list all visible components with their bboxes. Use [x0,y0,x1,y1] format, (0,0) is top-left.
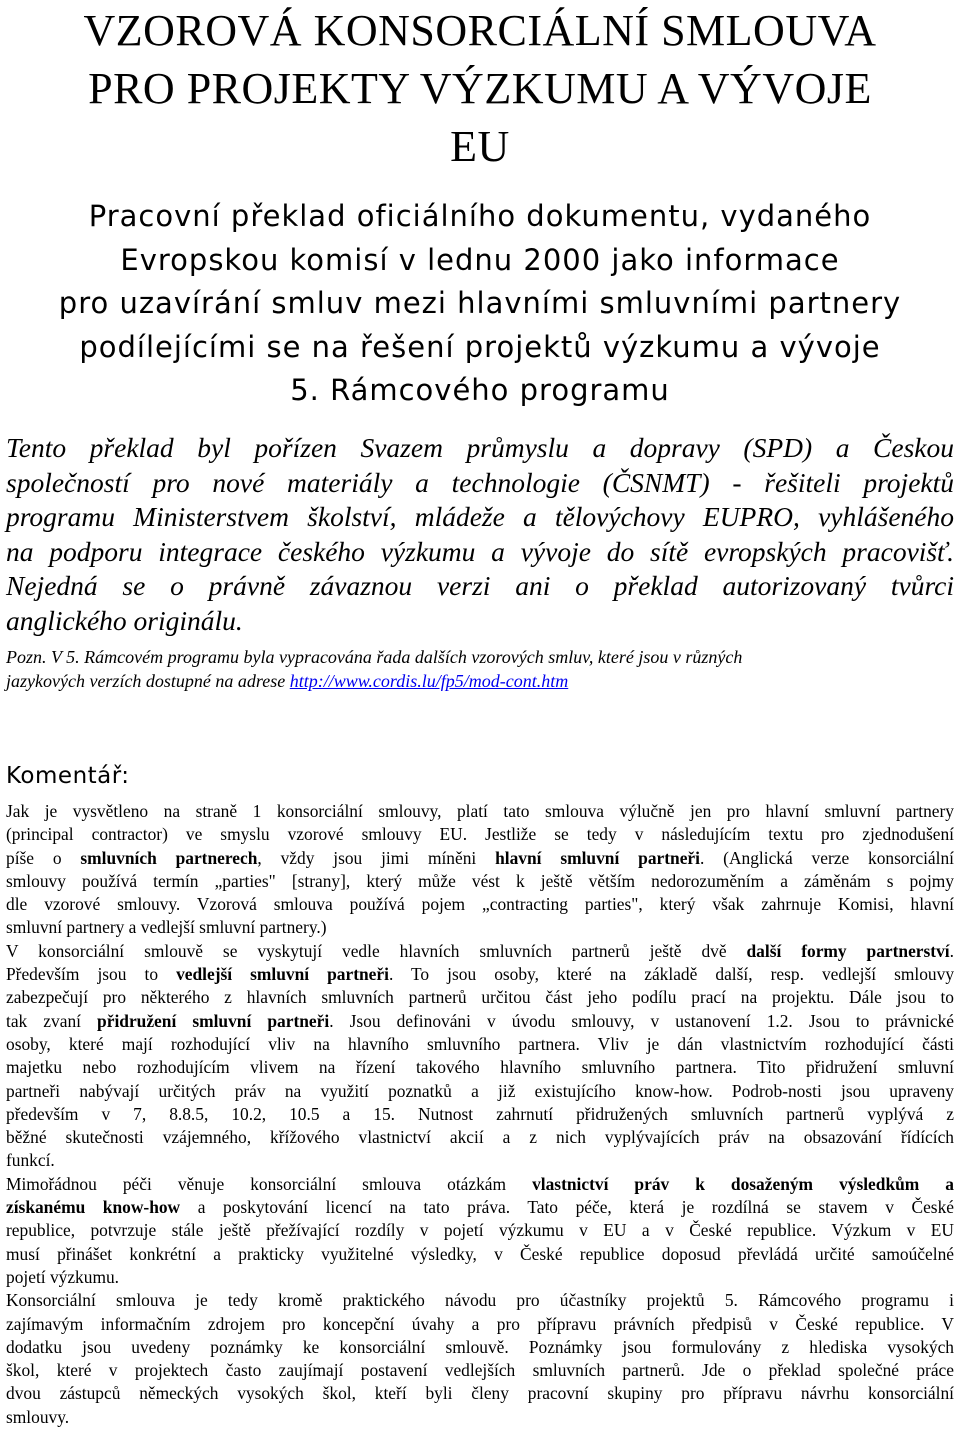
pozn-line-2-text: jazykových verzích dostupné na adrese [6,671,290,691]
text-run: tak zvaní [6,1010,98,1031]
text-run: partneři nabývají určitých práv na využití poznatků a již existujícího know-how. Podrob-nosti jsou upraveny [6,1080,954,1101]
pozn-line-2 [6,669,954,693]
subtitle-line-1: Pracovní překlad oficiálního dokumentu, vydaného [88,199,872,233]
bold-term: vlastnictví práv k dosaženým výsledkům a [532,1173,954,1194]
komentar-line [6,870,954,893]
text-run: Jak je vysvětleno na straně 1 konsorciální smlouvy, platí tato smlouva výlučně jen pro hlavní smluvní partnery [6,801,954,821]
text-run: smlouvy. [6,1406,70,1427]
text-run: osoby, které mají rozhodující vliv na hlavního smluvního partnera. Vliv je dán vlastnictvím rozhodující části [6,1033,954,1054]
text-run: především v 7, 8.8.5, 10.2, 10.5 a 15. Nutnost zahrnutí přidružených smluvních partnerů vyplývá z [6,1103,954,1124]
komentar-line [6,1382,954,1405]
bold-term: další formy partnerství [746,940,950,961]
text-run: Konsorciální smlouva je tedy kromě praktického návodu pro účastníky projektů 5. Rámcového programu i [6,1290,954,1311]
subtitle-line-2: Evropskou komisí v lednu 2000 jako informace [120,242,840,277]
komentar-line [6,893,954,916]
title-line-1: VZOROVÁ KONSORCIÁLNÍ SMLOUVA [83,6,877,55]
komentar-line [6,963,954,986]
note-line-4: na podporu integrace českého výzkumu a vývoje do sítě evropských pracovišť. [6,535,954,567]
komentar-line [6,1243,954,1266]
note-line-1: Tento překlad byl pořízen Svazem průmyslu a dopravy (SPD) a Českou [6,432,954,463]
text-run: běžné skutečnosti vzájemného, křížového vlastnictví akcií a z nich vyplývajících práv na obsazování řídících [6,1127,954,1148]
text-run: V konsorciální smlouvě se vyskytují vedle hlavních smluvních partnerů ještě dvě [6,940,747,961]
pozn-line-1: Pozn. V 5. Rámcovém programu byla vypracována řada dalších vzorových smluv, které jsou v různých [6,647,743,667]
komentar-line [6,1289,954,1312]
komentar-line [6,916,954,939]
title-line-2: PRO PROJEKTY VÝZKUMU A VÝVOJE [88,64,872,113]
text-run: škol, které v projektech často zaujímají postavení vedlejších smluvních partnerů. Jde o překlad společné práce [6,1360,954,1381]
text-run: zajímavým informačním zdrojem pro koncepční úvahy a pro přípravu právních předpisů v České republice. V [6,1313,954,1334]
bold-term: hlavní smluvní partneři [495,847,700,868]
komentar-line [6,1313,954,1336]
komentar-line [6,800,954,823]
text-run: píše o [6,847,81,868]
komentar-line [6,1406,954,1429]
bold-term: přidružení smluvní partneři [97,1010,330,1031]
komentar-line [6,940,954,963]
text-run: pojetí výzkumu. [6,1266,120,1287]
text-run: (principal contractor) ve smyslu vzorové smlouvy EU. Jestliže se tedy v následujícím textu pro zjednodušení [6,824,954,845]
cordis-link[interactable]: http://www.cordis.lu/fp5/mod-cont.htm [289,671,569,691]
komentar-body [6,800,954,1429]
komentar-line [6,1103,954,1126]
text-run: musí přinášet konkrétní a prakticky využitelné výsledky, v České republice doposud převládá určité samoúčelné [6,1243,954,1264]
komentar-line [6,1359,954,1382]
text-run: dvou zástupců německých vysokých škol, kteří byli členy pracovní skupiny pro přípravu návrhu konsorciální [6,1383,954,1404]
komentar-line [6,1033,954,1056]
komentar-line [6,1336,954,1359]
komentar-line [6,986,954,1009]
text-run: dodatku jsou uvedeny poznámky ke konsorciální smlouvě. Poznámky jsou formulovány z hlediska vysokých [6,1336,954,1357]
note-line-5: Nejedná se o právně závaznou verzi ani o překlad autorizovaný tvůrci [6,570,954,601]
title-line-3: EU [450,122,510,171]
note-line-3: programu Ministerstvem školství, mládeže a tělovýchovy EUPRO, vyhlášeného [6,501,954,532]
footnote-pozn [6,645,954,693]
subtitle-line-5: 5. Rámcového programu [290,373,670,407]
text-run: smluvní partnery a vedlejší smluvní partnery.) [6,917,327,938]
text-run: zabezpečují pro některého z hlavních smluvních partnerů určitou část jeho podílu prací na projektu. Dále jsou to [6,987,954,1008]
subtitle-line-4: podílejícími se na řešení projektů výzkumu a vývoje [79,329,881,364]
komentar-line [6,1196,954,1219]
bold-term: získanému know-how [6,1197,181,1218]
komentar-line [6,1173,954,1196]
bold-term: vedlejší smluvní partneři [176,964,389,985]
text-run: a poskytování licencí na tato práva. Tato péče, která je rozdílná se stavem v České [180,1197,954,1218]
komentar-heading: Komentář: [6,763,130,789]
komentar-line [6,1266,954,1289]
komentar-line [6,823,954,846]
komentar-line [6,1080,954,1103]
text-run: funkcí. [6,1150,55,1171]
komentar-line [6,1010,954,1033]
komentar-line [6,1056,954,1079]
komentar-line [6,847,954,870]
text-run: . To jsou osoby, které na základě další, resp. vedlejší smlouvy [388,964,955,985]
text-run: majetku nebo rozhodujícím vlivem na řízení takového hlavního smluvního partnera. Tito přidružení smluvní [6,1057,954,1078]
document-title [0,2,960,176]
text-run: . [949,940,954,961]
text-run: . (Anglická verze konsorciální [699,847,955,868]
document-subtitle [0,195,960,413]
note-line-6: anglického originálu. [6,604,243,636]
bold-term: smluvních partnerech [80,847,258,868]
subtitle-line-3: pro uzavírání smluv mezi hlavními smluvními partnery [58,286,902,320]
translation-note [6,431,954,638]
text-run: smlouvy používá termín „parties" [strany], který může vést k ještě větším nedorozuměním a záměnám s pojmy [6,870,954,891]
komentar-line [6,1219,954,1242]
text-run: Především jsou to [6,964,177,985]
text-run: Mimořádnou péči věnuje konsorciální smlouva otázkám [6,1173,533,1194]
text-run: dle vzorové smlouvy. Vzorová smlouva používá pojem „contracting parties", který však zahrnuje Komisi, hlavní [6,894,954,915]
note-line-2: společností pro nové materiály a technologie (ČSNMT) - řešiteli projektů [6,466,954,498]
text-run: republice, potvrzuje stále ještě přežívající rozdíly v pojetí výzkumu v EU a v České republice. Výzkum v EU [6,1220,954,1241]
komentar-line [6,1149,954,1172]
text-run: . Jsou definováni v úvodu smlouvy, v ustanovení 1.2. Jsou to právnické [329,1010,954,1031]
text-run: , vždy jsou jimi míněni [257,847,496,868]
komentar-line [6,1126,954,1149]
